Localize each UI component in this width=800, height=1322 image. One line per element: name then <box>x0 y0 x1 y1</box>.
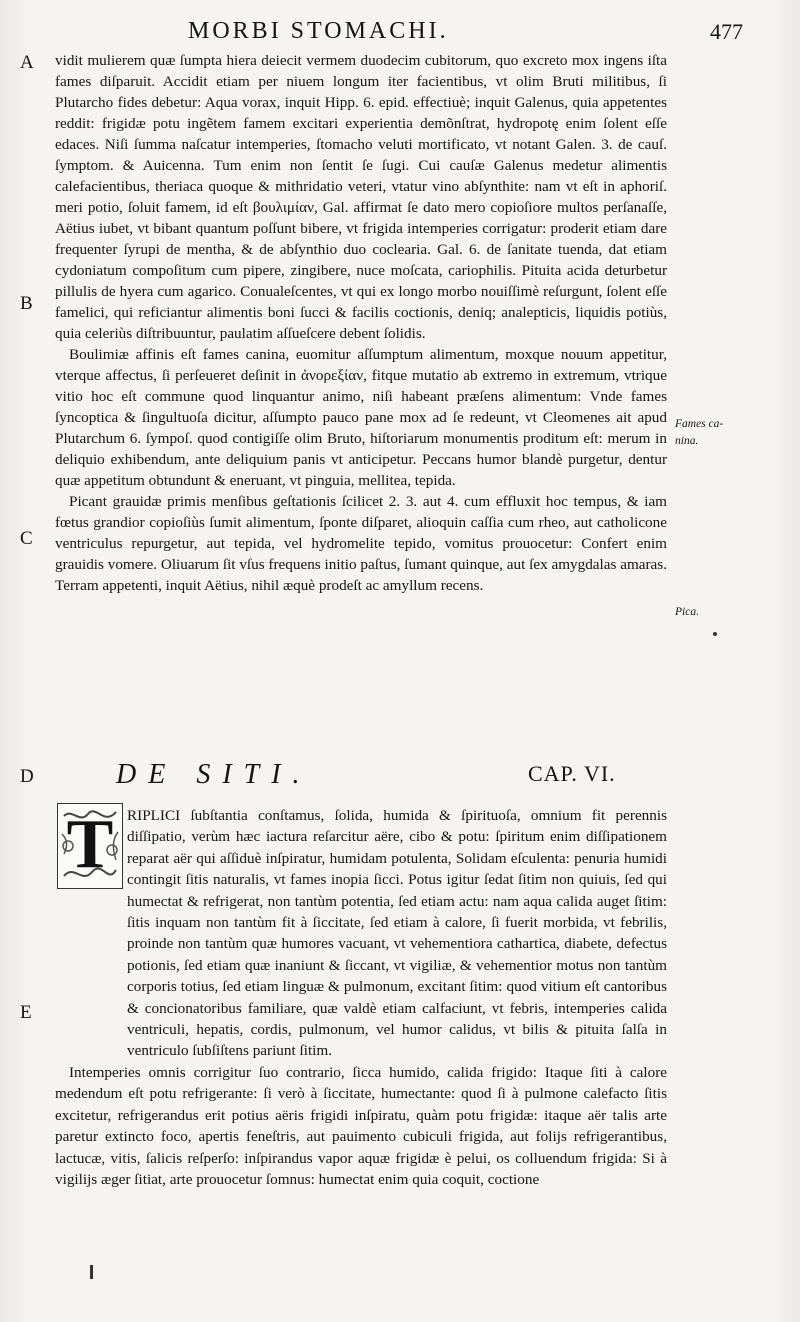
ink-mark <box>90 1265 93 1279</box>
margin-dot <box>713 632 717 636</box>
section-text <box>55 50 667 596</box>
chapter-heading <box>58 759 658 795</box>
first-word: RIPLICI <box>127 807 181 824</box>
margin-note-fames-canina: Fames ca-nina. <box>675 418 724 447</box>
chapter-title: DE SITI. <box>116 759 312 790</box>
margin-letter-b: B <box>20 293 33 314</box>
margin-letter-e: E <box>20 1002 32 1023</box>
paragraph-text: ſubſtantia conſtamus, ſolida, humida & ſpirituoſa, omnium fit perennis diſſipatio, verùm hæc iactura reſarcitur aëre, cibo & potu: ſpiritum enim diſſipationem reparat aër qui aſſiduè inſpiratur, humidam potulenta, Solidam eſculenta: penuria humidi contingit ſitis naturalis, vt fames inopia ſicci. Potus igitur ſedat ſitim non quiuis, ſed qui humectat & refrigerat, non tantùm potentia, ſed etiam actu: nam aqua calida auget ſitim: ſitis inquam non tantùm fit à ſiccitate, ſed etiam à calore, ſi fuerit morbida, vt febrilis, proinde non tantùm quæ humores vacuant, vt vehementiora cathartica, diabete, defectus potionis, ſed etiam quæ inaniunt & ſiccant, vt vigiliæ, & vehementior motus non tantùm corporis totius, ſed etiam linguæ & pulmonum, excitant ſitim: quod vitium eſt cantoribus & concionatoribus familiare, quæ valdè etiam calfaciunt, vt febris, intemperies calida ventriculi, hepatis, cordis, pulmonum, vel humor calidus, vt bilis & pituita ſalſa in ventriculo ſubſiſtens pariunt ſitim. <box>127 807 668 1060</box>
paragraph: Boulimiæ affinis eſt fames canina, euomitur aſſumptum alimentum, moxque nouum appetitur, vterque affectus, ſi perſeueret deſinit in ἀνορεξίαν, fitque mutatio ab extremo in extremum, vtrique vitio hoc eſt commune quod linquantur animo, niſi habeant præſens alimentum: Vnde fames ſyncoptica & ſingultuoſa dicitur, aſſumpto pauco pane mox ad ſe redeunt, vt Cleomenes ait apud Plutarchum 6. ſympoſ. quod contigiſſe olim Bruto, hiſtoriarum monumentis proditum eſt: merum in deliquio exhibendum, ante deliquium panis vt anticipetur. Peccans humor blandè purgetur, dentur quæ appetitum obtundunt & eneruant, vt pinguia, mellitea, tepida. <box>55 346 667 489</box>
chapter-text <box>55 805 667 1190</box>
paragraph <box>55 805 667 1062</box>
page-number: 477 <box>710 19 743 44</box>
margin-note-pica: Pica. <box>675 606 699 618</box>
running-title: MORBI STOMACHI. <box>188 18 449 44</box>
paragraph: vidit mulierem quæ ſumpta hiera deiecit vermem duodecim cubitorum, quo excreto mox ingens iſta fames diſparuit. Accidit etiam per niuem longum iter facientibus, vt olim Bruti militibus, ſi Plutarcho fides debetur: Aqua vorax, inquit Hipp. 6. epid. effectiuè; inquit Galenus, quia appetentes reddit: frigidæ potu ingẽtem famem excitari experientia demõnſtrat, hydropotę enim ſolent eſſe edaces. Niſi ſumma naſcatur intemperies, ſtomacho veluti mortificato, vt notant Galen. 3. de cauſ. ſymptom. & Auicenna. Tum enim non ſentit ſe ſugi. Cui cauſæ Galenus medetur alimentis calefacientibus, theriaca quoque & mithridatio veteri, vtatur vino abſynthite: nam vt eſt in aphoriſ. meri potio, ſoluit famem, id eſt βουλιμίαν, Gal. affirmat ſe dato mero copioſiore multos perſanaſſe, Aëtius iubet, vt bibant quantum poſſunt bibere, vt frigida intemperies corrigatur: proderit etiam dare frequenter ſyrupi de mentha, & de abſynthio duo coclearia. Gal. 6. de ſanitate tuenda, dat etiam cydoniatum compoſitum cum pipere, zingibere, nuce moſcata, cariophilis. Pituita acida deturbetur pillulis de hyera cum agarico. Conualeſcentes, vt qui ex longo morbo nouiſſimè reſurgunt, ſolent eſſe famelici, qui reficiantur alimentis boni ſucci & facilis coctionis, deniq; analepticis, liquidis potiùs, quia celeriùs diſtribuuntur, paulatim aſſueſcere debent ſolidis. <box>55 52 667 342</box>
paragraph: Intemperies omnis corrigitur ſuo contrario, ſicca humido, calida frigido: Itaque ſiti à calore medendum eſt potu refrigerante: ſi verò à ſiccitate, humectante: quod ſi à pulmone calefacto ſitis excitetur, refrigerandus erit potius aëris frigidi inſpiratu, quàm potu frigidæ: itaque aër talis arte paretur extincto foco, apertis feneſtris, aut pauimento cubiculi frigida, aut folijs refrigerantibus, lactucæ, vitis, ſalicis reſperſo: inſpirandus vapor aquæ frigidæ è pelui, os colluendum frigida: Si à vigilijs æger ſitiat, arte prouocetur ſomnus: humectat enim quia coquit, coctione <box>55 1063 667 1188</box>
paragraph: Picant grauidæ primis menſibus geſtationis ſcilicet 2. 3. aut 4. cum effluxit hoc tempus, & iam fœtus grandior copioſiùs ſumit alimentum, ſponte diſparet, alioquin caſſia cum rheo, aut catholicone ventriculus repurgetur, aut tepida, vel hydromelite tepido, vomitus prouocetur: Confert enim grauidis vomere. Oliuarum ſit vſus frequens initio paſtus, ſumant quinque, aut ſex amygdalas amaras. Terram appetenti, inquit Aëtius, nihil æquè prodeſt ac amyllum recens. <box>55 493 668 594</box>
margin-letter-d: D <box>20 766 34 787</box>
margin-letter-a: A <box>20 52 34 73</box>
dropcap-letter: T <box>66 806 114 883</box>
margin-letter-c: C <box>20 528 33 549</box>
chapter-number: CAP. VI. <box>528 761 616 786</box>
running-head <box>0 18 800 48</box>
